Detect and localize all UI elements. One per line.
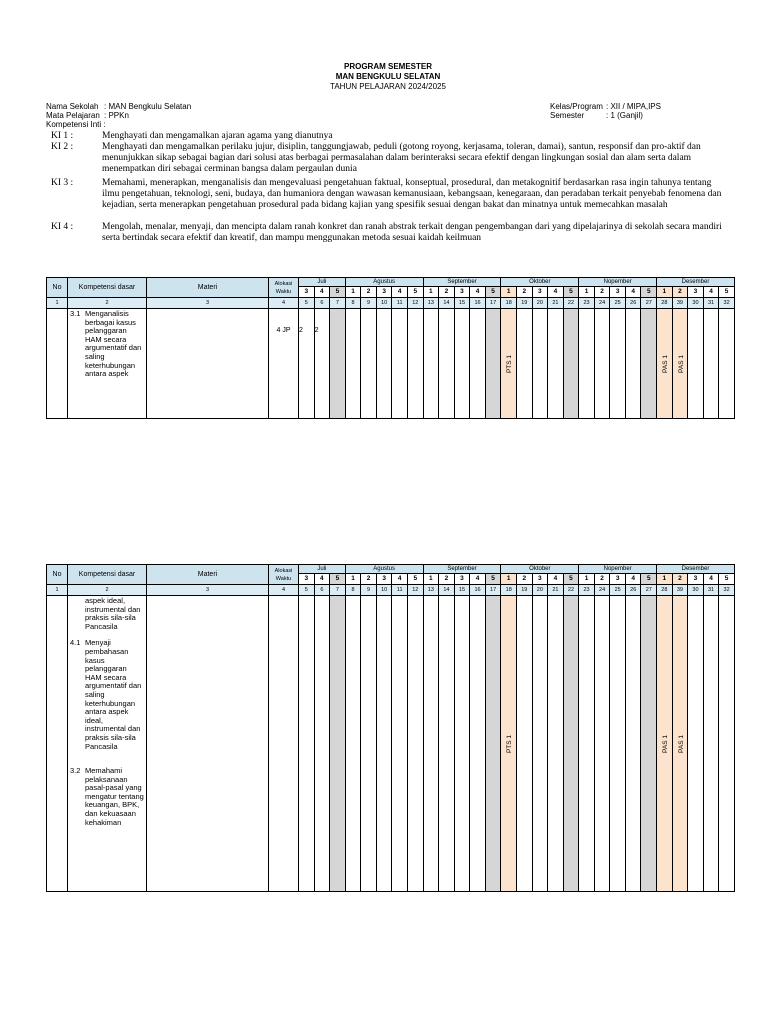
week-2: 4 [314,287,330,298]
week-cell-8 [407,309,423,419]
kompetensi-inti-label: Kompetensi Inti : [46,120,106,129]
week-1: 3 [299,574,315,585]
week-cell-2 [314,309,330,419]
column-number-17: 17 [485,585,501,596]
column-number-25: 25 [610,298,626,309]
week-27: 4 [703,574,719,585]
week-16: 3 [532,574,548,585]
week-18: 5 [563,287,579,298]
week-cell-22 [625,596,641,892]
week-cell-24 [657,596,673,892]
column-number-29: 39 [672,298,688,309]
week-10: 2 [439,287,455,298]
column-number-1: 1 [47,298,68,309]
week-cell-13 [485,596,501,892]
column-number-15: 15 [454,298,470,309]
column-number-12: 12 [407,585,423,596]
week-cell-10 [439,309,455,419]
week-25: 2 [672,574,688,585]
column-number-28: 28 [657,585,673,596]
school-label: Nama Sekolah [46,102,99,111]
week-5: 2 [361,574,377,585]
week-value: 2 [299,327,303,334]
column-number-32: 32 [719,585,735,596]
column-number-3: 3 [147,585,269,596]
week-4: 1 [345,574,361,585]
kd-number: 3.2 [70,766,81,776]
doc-title-line-2: MAN BENGKULU SELATAN [335,72,441,81]
column-number-4: 4 [269,585,299,596]
week-8: 5 [407,574,423,585]
column-number-22: 22 [563,585,579,596]
column-number-4: 4 [269,298,299,309]
week-cell-6 [376,596,392,892]
week-cell-12 [470,596,486,892]
week-5: 2 [361,287,377,298]
week-cell-14 [501,596,517,892]
column-number-6: 6 [314,585,330,596]
week-23: 5 [641,574,657,585]
pts-label: PTS 1 [506,354,514,373]
column-number-29: 39 [672,585,688,596]
week-10: 2 [439,574,455,585]
week-18: 5 [563,574,579,585]
week-cell-12 [470,309,486,419]
week-20: 2 [594,574,610,585]
column-number-26: 26 [625,298,641,309]
pas-label: PAS 1 [677,354,685,373]
kd-number: 3.1 [70,309,81,318]
semester-value: : 1 (Ganjil) [606,111,643,120]
week-cell-2 [314,596,330,892]
week-cell-19 [579,596,595,892]
week-7: 4 [392,287,408,298]
week-cell-9 [423,596,439,892]
column-number-20: 20 [532,298,548,309]
column-number-31: 31 [703,585,719,596]
column-number-13: 13 [423,298,439,309]
week-3: 5 [330,574,346,585]
week-17: 4 [548,287,564,298]
header-alokasi-waktu: Alokasi Waktu [269,565,299,585]
week-cell-1 [299,309,315,419]
cell-no [47,596,68,892]
week-cell-16 [532,596,548,892]
column-number-9: 9 [361,585,377,596]
column-number-24: 24 [594,585,610,596]
week-12: 4 [470,574,486,585]
week-cell-5 [361,309,377,419]
pas-label: PAS 1 [677,734,685,753]
week-3: 5 [330,287,346,298]
week-24: 1 [657,287,673,298]
column-number-1: 1 [47,585,68,596]
week-cell-27 [703,309,719,419]
week-cell-28 [719,596,735,892]
kd-item [68,766,146,828]
week-cell-26 [688,596,704,892]
week-cell-22 [625,309,641,419]
column-number-8: 8 [345,585,361,596]
column-number-27: 27 [641,585,657,596]
program-semester-table-2 [46,564,735,892]
column-number-22: 22 [563,298,579,309]
week-cell-18 [563,309,579,419]
doc-title-line-1: PROGRAM SEMESTER [343,62,432,71]
school-value: : MAN Bengkulu Selatan [104,102,192,111]
week-20: 2 [594,287,610,298]
header-alokasi-waktu: Alokasi Waktu [269,278,299,298]
ki4-label: KI 4 : [51,222,74,232]
week-25: 2 [672,287,688,298]
week-28: 5 [719,574,735,585]
month-desember: Desember [657,565,735,574]
ki3-text: Memahami, menerapkan, menganalisis dan mengevaluasi pengetahuan faktual, konseptual, prosedural, dan metakognitif berdasarkan rasa ingin tahunya tentang ilmu pengetahuan, teknologi, seni, budaya, dan humaniora dengan wawasan kemanusiaan, kebangsaan, kenegaraan, dan peradaban terkait penyebab fenomena dan kejadian, serta menerapkan pengetahuan prosedural pada bidang kajian yang spesifik sesuai dengan bakat dan minatnya untuk memecahkan masalah [102,178,722,210]
week-2: 4 [314,574,330,585]
month-juli: Juli [299,278,346,287]
column-number-13: 13 [423,585,439,596]
column-number-16: 16 [470,298,486,309]
column-number-21: 21 [548,585,564,596]
week-11: 3 [454,287,470,298]
column-number-11: 11 [392,585,408,596]
column-number-9: 9 [361,298,377,309]
column-number-18: 18 [501,585,517,596]
month-oktober: Oktober [501,278,579,287]
alokasi-value: 4 JP [276,327,291,334]
cell-no [47,309,68,419]
week-28: 5 [719,287,735,298]
week-cell-17 [548,596,564,892]
month-agustus: Agustus [345,278,423,287]
week-22: 4 [625,287,641,298]
week-cell-24 [657,309,673,419]
week-cell-14 [501,309,517,419]
week-cell-16 [532,309,548,419]
week-9: 1 [423,287,439,298]
month-desember: Desember [657,278,735,287]
kd-continuation [68,596,146,632]
week-cell-15 [516,596,532,892]
week-cell-25 [672,309,688,419]
ki1-label: KI 1 : [51,131,74,141]
header-no: No [47,565,68,585]
cell-kompetensi-dasar [68,596,147,892]
month-agustus: Agustus [345,565,423,574]
column-number-28: 28 [657,298,673,309]
week-22: 4 [625,574,641,585]
week-16: 3 [532,287,548,298]
column-number-2: 2 [68,585,147,596]
week-cell-19 [579,309,595,419]
week-13: 5 [485,574,501,585]
kd-item [68,638,146,752]
month-nopember: Nopember [579,278,657,287]
week-15: 2 [516,287,532,298]
week-cell-20 [594,596,610,892]
week-cell-17 [548,309,564,419]
column-number-6: 6 [314,298,330,309]
month-september: September [423,565,501,574]
kd-text: Menganalisis berbagai kasus pelanggaran HAM secara argumentatif dan saling keterhubungan antara aspek [85,309,142,379]
week-24: 1 [657,574,673,585]
column-number-23: 23 [579,298,595,309]
cell-kompetensi-dasar [68,309,147,419]
cell-alokasi [269,309,299,419]
header-materi: Materi [147,565,269,585]
kd-continuation-text: aspek ideal, instrumental dan praksis sila-sila Pancasila [85,596,141,631]
month-oktober: Oktober [501,565,579,574]
column-number-7: 7 [330,298,346,309]
week-cell-13 [485,309,501,419]
subject-value: : PPKn [104,111,129,120]
week-cell-15 [516,309,532,419]
column-number-19: 19 [516,585,532,596]
kd-number: 4.1 [70,638,81,648]
week-cell-28 [719,309,735,419]
column-number-2: 2 [68,298,147,309]
week-21: 3 [610,574,626,585]
month-september: September [423,278,501,287]
column-number-15: 15 [454,585,470,596]
class-label: Kelas/Program [550,102,603,111]
week-6: 3 [376,574,392,585]
week-cell-9 [423,309,439,419]
column-number-20: 20 [532,585,548,596]
week-cell-4 [345,309,361,419]
column-number-10: 10 [376,585,392,596]
semester-label: Semester [550,111,585,120]
column-number-30: 30 [688,585,704,596]
week-cell-20 [594,309,610,419]
week-19: 1 [579,287,595,298]
week-26: 3 [688,287,704,298]
week-14: 1 [501,287,517,298]
ki3-label: KI 3 : [51,178,74,188]
week-23: 5 [641,287,657,298]
pas-label: PAS 1 [662,354,670,373]
column-number-30: 30 [688,298,704,309]
column-number-5: 5 [299,298,315,309]
program-semester-table-1 [46,277,735,419]
week-15: 2 [516,574,532,585]
week-cell-21 [610,596,626,892]
week-cell-27 [703,596,719,892]
kd-item [68,309,146,380]
column-number-8: 8 [345,298,361,309]
week-cell-4 [345,596,361,892]
header-kompetensi-dasar: Kompetensi dasar [68,278,147,298]
ki4-text: Mengolah, menalar, menyaji, dan mencipta dalam ranah konkret dan ranah abstrak terkait dengan pengembangan dari yang dipelajarinya di sekolah secara mandiri serta bertindak secara efektif dan kreatif, dan mampu menggunakan metoda sesuai kaidah keilmuan [102,222,722,243]
week-21: 3 [610,287,626,298]
column-number-24: 24 [594,298,610,309]
week-27: 4 [703,287,719,298]
week-13: 5 [485,287,501,298]
week-cell-18 [563,596,579,892]
week-4: 1 [345,287,361,298]
pas-label: PAS 1 [662,734,670,753]
week-cell-21 [610,309,626,419]
week-cell-3 [330,596,346,892]
column-number-12: 12 [407,298,423,309]
week-17: 4 [548,574,564,585]
week-cell-1 [299,596,315,892]
column-number-14: 14 [439,298,455,309]
header-materi: Materi [147,278,269,298]
kd-text: Memahami pelaksanaan pasal-pasal yang mengatur tentang keuangan, BPK, dan kekuasaan kehakiman [85,766,144,827]
column-number-31: 31 [703,298,719,309]
cell-materi [147,596,269,892]
ki1-text: Menghayati dan mengamalkan ajaran agama yang dianutnya [102,131,333,141]
week-value: 2 [314,327,319,334]
column-number-3: 3 [147,298,269,309]
cell-alokasi [269,596,299,892]
pts-label: PTS 1 [506,734,514,753]
week-1: 3 [299,287,315,298]
column-number-27: 27 [641,298,657,309]
week-cell-8 [407,596,423,892]
column-number-26: 26 [625,585,641,596]
doc-title-line-3: TAHUN PELAJARAN 2024/2025 [330,82,446,91]
week-26: 3 [688,574,704,585]
week-6: 3 [376,287,392,298]
column-number-5: 5 [299,585,315,596]
header-kompetensi-dasar: Kompetensi dasar [68,565,147,585]
week-7: 4 [392,574,408,585]
week-cell-3 [330,309,346,419]
kd-text: Menyaji pembahasan kasus pelanggaran HAM secara argumentatif dan saling keterhubungan antara aspek ideal, instrumental dan praksis sila-sila Pancasila [85,638,142,751]
column-number-25: 25 [610,585,626,596]
week-19: 1 [579,574,595,585]
cell-materi [147,309,269,419]
week-cell-7 [392,596,408,892]
week-cell-7 [392,309,408,419]
week-cell-23 [641,309,657,419]
header-no: No [47,278,68,298]
column-number-16: 16 [470,585,486,596]
column-number-11: 11 [392,298,408,309]
week-9: 1 [423,574,439,585]
week-cell-11 [454,309,470,419]
column-number-23: 23 [579,585,595,596]
week-cell-10 [439,596,455,892]
week-cell-11 [454,596,470,892]
week-cell-6 [376,309,392,419]
week-cell-5 [361,596,377,892]
week-cell-26 [688,309,704,419]
column-number-32: 32 [719,298,735,309]
column-number-7: 7 [330,585,346,596]
column-number-14: 14 [439,585,455,596]
week-12: 4 [470,287,486,298]
class-value: : XII / MIPA,IPS [606,102,661,111]
column-number-21: 21 [548,298,564,309]
week-14: 1 [501,574,517,585]
week-8: 5 [407,287,423,298]
column-number-18: 18 [501,298,517,309]
month-nopember: Nopember [579,565,657,574]
ki2-text: Menghayati dan mengamalkan perilaku jujur, disiplin, tanggungjawab, peduli (gotong royong, kerjasama, toleran, damai), santun, responsif dan pro-aktif dan menunjukkan sikap sebagai bagian dari solusi atas berbagai permasalahan dalam berinteraksi secara efektif dengan lingkungan sosial dan alam serta dalam menempatkan diri sebagai cerminan bangsa dalam pergaulan dunia [102,142,701,174]
column-number-17: 17 [485,298,501,309]
week-11: 3 [454,574,470,585]
column-number-10: 10 [376,298,392,309]
ki2-label: KI 2 : [51,142,74,152]
week-cell-25 [672,596,688,892]
subject-label: Mata Pelajaran [46,111,100,120]
month-juli: Juli [299,565,346,574]
week-cell-23 [641,596,657,892]
column-number-19: 19 [516,298,532,309]
